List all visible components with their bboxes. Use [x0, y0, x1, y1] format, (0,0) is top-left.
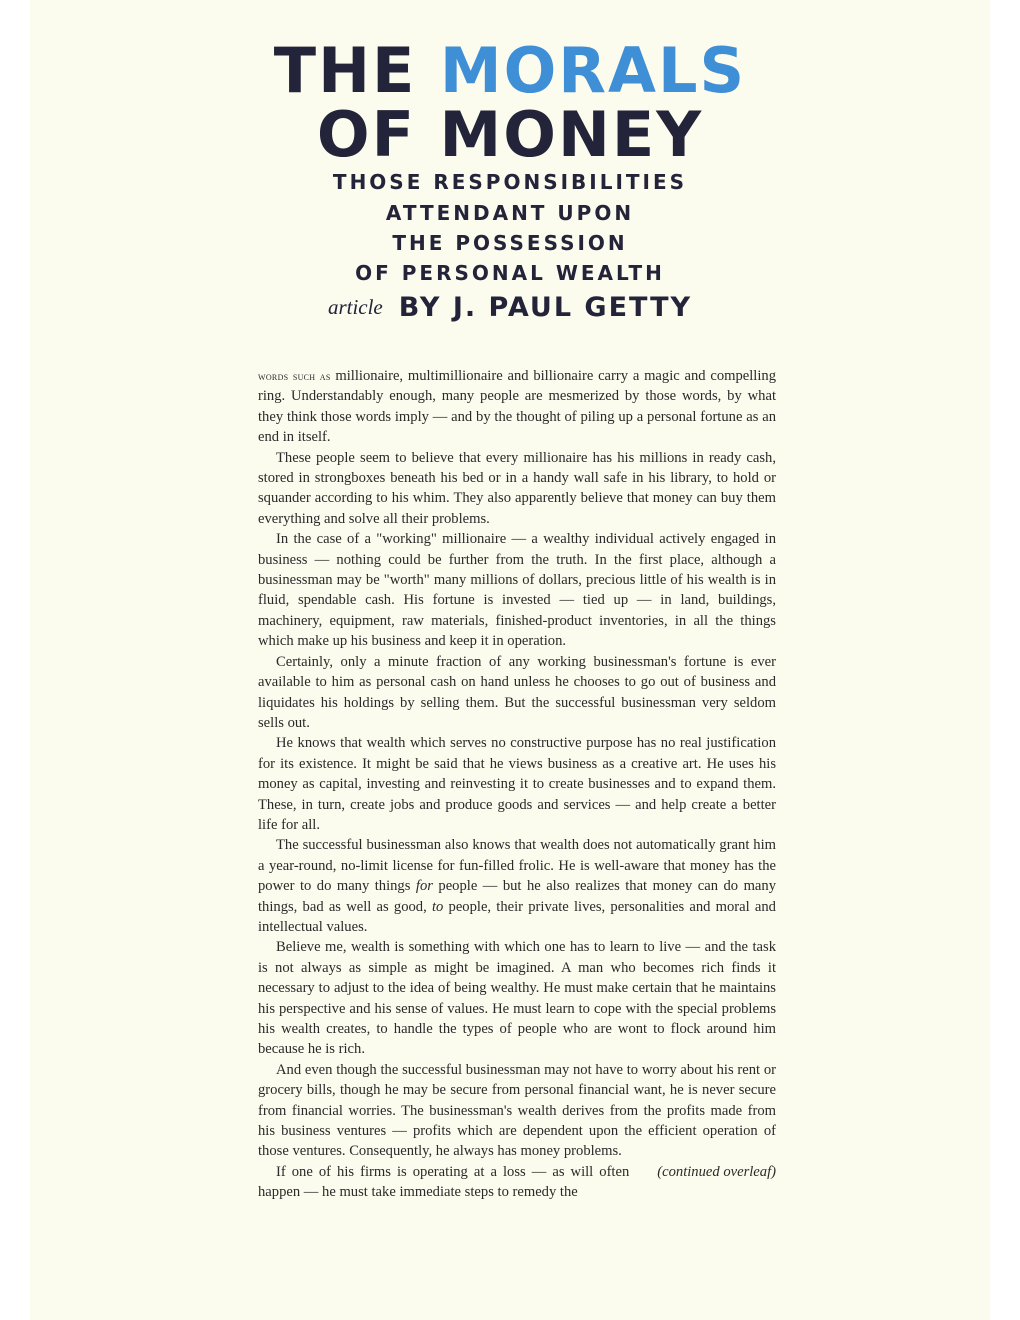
paragraph-1: words such as millionaire, multimillionaire and billionaire carry a magic and compelling ring. Understandably enough, many people are mesmerized by those words, by what they think those words imply — and by the thought of piling up a personal fortune as an end in itself.: [258, 368, 777, 446]
paragraph-2: These people seem to believe that every millionaire has his millions in ready cash, stored in strongboxes beneath his bed or in a handy wall safe in his library, to hold or squander according to his whim. They also apparently believe that money can buy them everything and solve all their problems.: [258, 449, 776, 527]
headline-line-1: THE MORALS: [273, 34, 747, 107]
lead-in: words such as: [258, 369, 331, 383]
headline-line-2: OF MONEY: [316, 98, 704, 171]
article-kind-label: article: [327, 295, 383, 319]
paragraph-5: He knows that wealth which serves no constructive purpose has no real justification for its existence. It might be said that he views business as a creative art. He uses his money as capital, investing and reinvesting it to create businesses and to expand them. These, in turn, create jobs and produce goods and services — and help create a better life for all.: [258, 735, 776, 833]
headline-accent-word: MORALS: [439, 34, 747, 107]
author-name: BY J. PAUL GETTY: [398, 292, 693, 323]
subtitle-line-3: THE POSSESSION: [392, 231, 628, 255]
byline: [0, 294, 1020, 321]
paragraph-7: Believe me, wealth is something with which one has to learn to live — and the task is not always as simple as might be imagined. A man who becomes rich finds it necessary to adjust to the idea of being wealthy. He must make certain that he maintains his perspective and his sense of values. He must learn to cope with the special problems his wealth creates, to handle the types of people who are wont to flock around him because he is rich.: [258, 939, 776, 1058]
article-body: [258, 366, 776, 1203]
subtitle-line-1: THOSE RESPONSIBILITIES: [332, 170, 688, 194]
paragraph-8: And even though the successful businessman may not have to worry about his rent or grocery bills, though he may be secure from personal financial want, he is never secure from financial worries. The businessman's wealth derives from the profits made from his business ventures — profits which are dependent upon the efficient operation of those ventures. Consequently, he always has money problems.: [258, 1061, 776, 1160]
subtitle-line-4: OF PERSONAL WEALTH: [355, 261, 665, 285]
paragraph-4: Certainly, only a minute fraction of any working businessman's fortune is ever available to him as personal cash on hand unless he chooses to go out of business and liquidates his holdings by selling them. But the successful businessman very seldom sells out.: [258, 653, 776, 731]
subtitle-line-2: ATTENDANT UPON: [385, 201, 635, 225]
continued-note: (continued overleaf): [657, 1163, 776, 1180]
paragraph-9: (continued overleaf) If one of his firms is operating at a loss — as will often happen — he must take immediate steps to remedy the: [258, 1163, 776, 1201]
paragraph-3: In the case of a "working" millionaire — a wealthy individual actively engaged in business — nothing could be further from the truth. In the first place, although a businessman may be "worth" many millions of dollars, precious little of his wealth is in fluid, spendable cash. His fortune is invested — tied up — in land, buildings, machinery, equipment, raw materials, finished-product inventories, in all the things which make up his business and keep it in operation.: [258, 531, 776, 650]
paragraph-6: The successful businessman also knows that wealth does not automatically grant him a year-round, no-limit license for fun-filled frolic. He is well-aware that money has the power to do many things for people — but he also realizes that money can do many things, bad as well as good, to people, their private lives, personalities and moral and intellectual values.: [258, 837, 776, 935]
